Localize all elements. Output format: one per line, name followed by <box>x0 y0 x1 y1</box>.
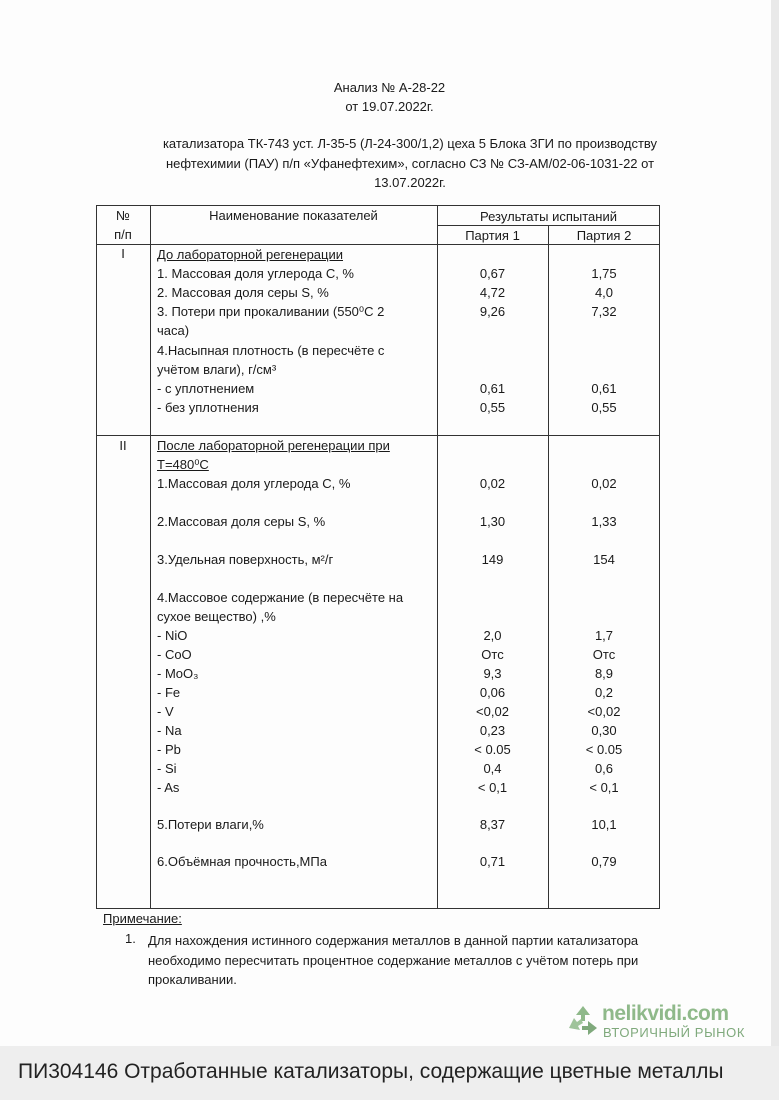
row-value-1: 4,72 <box>479 285 506 300</box>
table-divider <box>150 206 151 908</box>
caption-bar <box>0 1046 779 1100</box>
row-value-2: 0,30 <box>591 723 617 738</box>
page-edge <box>771 0 779 1046</box>
row-name: - Fe <box>157 685 181 700</box>
row-name: 4.Массовое содержание (в пересчёте на <box>157 590 404 605</box>
recycle-icon <box>566 1004 600 1038</box>
row-name: - As <box>157 780 180 795</box>
note-line: необходимо пересчитать процентное содержание металлов с учётом потерь при <box>148 952 639 968</box>
logo-wordmark: nelikvidi.com <box>602 1002 729 1025</box>
row-name: - Na <box>157 723 182 738</box>
row-value-1: 0,4 <box>483 761 502 776</box>
row-value-1: 9,26 <box>479 304 506 319</box>
row-name: - Si <box>157 761 177 776</box>
doc-intro <box>130 134 690 193</box>
row-value-2: 4,0 <box>594 285 614 300</box>
row-value-2: 1,7 <box>594 628 614 643</box>
section-2-num: II <box>119 438 127 453</box>
header-batch-1: Партия 1 <box>465 228 520 243</box>
row-name: - NiO <box>157 628 188 643</box>
section-1-title: До лабораторной регенерации <box>157 247 343 262</box>
row-value-1: 0,55 <box>479 400 506 415</box>
row-value-2: 8,9 <box>594 666 614 681</box>
row-name: 2.Массовая доля серы S, % <box>157 514 326 529</box>
row-name: 5.Потери влаги,% <box>157 817 264 832</box>
caption-text: ПИ304146 Отработанные катализаторы, содержащие цветные металлы <box>18 1060 724 1083</box>
row-value-1: < 0.05 <box>474 742 511 757</box>
row-value-2: 1,75 <box>591 266 617 281</box>
section-1-num: I <box>121 246 125 261</box>
row-value-2: 0,61 <box>591 381 617 396</box>
row-value-2: 0,02 <box>591 476 617 491</box>
intro-line: нефтехимии (ПАУ) п/п «Уфанефтехим», согласно СЗ № СЗ-АМ/02-06-1031-22 от <box>165 155 655 171</box>
logo-tagline: ВТОРИЧНЫЙ РЫНОК <box>603 1025 746 1040</box>
row-value-2: < 0,1 <box>589 780 619 795</box>
row-value-1: Отс <box>481 647 504 662</box>
row-name: - V <box>157 704 174 719</box>
intro-line: 13.07.2022г. <box>374 175 446 190</box>
row-value-1: 1,30 <box>479 514 506 529</box>
note-heading: Примечание: <box>103 911 182 926</box>
note-number: 1. <box>125 931 136 946</box>
row-value-1: 0,61 <box>479 381 506 396</box>
row-name: 3.Удельная поверхность, м²/г <box>157 552 334 567</box>
row-value-1: < 0,1 <box>477 780 508 795</box>
row-value-2: 1,33 <box>591 514 617 529</box>
row-value-2: 7,32 <box>591 304 617 319</box>
row-value-2: 0,2 <box>594 685 614 700</box>
row-value-2: 154 <box>593 552 615 567</box>
nelikvidi-logo[interactable] <box>566 1002 762 1042</box>
row-name: - с уплотнением <box>157 381 255 396</box>
row-value-2: < 0.05 <box>585 742 623 757</box>
note-text <box>148 931 708 990</box>
row-value-2: 0,6 <box>594 761 614 776</box>
row-name: 1.Массовая доля углерода С, % <box>157 476 351 491</box>
row-name: сухое вещество) ,% <box>157 609 276 624</box>
row-name: - Pb <box>157 742 181 757</box>
header-results: Результаты испытаний <box>480 209 617 224</box>
doc-date: от 19.07.2022г. <box>345 99 434 114</box>
row-value-2: 0,55 <box>591 400 617 415</box>
header-num-2: п/п <box>114 227 132 242</box>
row-name: 1. Массовая доля углерода С, % <box>157 266 354 281</box>
section-2-title: После лабораторной регенерации при <box>157 438 390 453</box>
row-value-1: 0,02 <box>479 476 506 491</box>
row-value-1: 0,67 <box>479 266 506 281</box>
row-name: часа) <box>157 323 190 338</box>
row-value-1: 8,37 <box>479 817 506 832</box>
header-name: Наименование показателей <box>209 208 378 223</box>
header-batch-2: Партия 2 <box>576 228 632 243</box>
row-value-1: 0,23 <box>479 723 506 738</box>
row-value-1: 149 <box>481 552 504 567</box>
row-name: - MoO₃ <box>157 666 199 681</box>
header-num: № <box>116 208 130 223</box>
note-line: прокаливании. <box>148 972 237 987</box>
section-2-title-2: Т=480⁰С <box>157 457 209 472</box>
note-line: Для нахождения истинного содержания металлов в данной партии катализатора <box>148 933 639 948</box>
row-value-2: 0,79 <box>591 854 617 869</box>
row-name: учётом влаги), г/см³ <box>157 362 277 377</box>
row-name: 4.Насыпная плотность (в пересчёте с <box>157 343 385 358</box>
row-name: 3. Потери при прокаливании (550⁰С 2 <box>157 304 385 319</box>
row-value-2: Отс <box>592 647 616 662</box>
row-value-1: 2,0 <box>483 628 502 643</box>
row-value-1: 0,71 <box>479 854 506 869</box>
doc-title: Анализ № А-28-22 <box>333 80 446 95</box>
intro-line: катализатора ТК-743 уст. Л-35-5 (Л-24-300/1,2) цеха 5 Блока ЗГИ по производству <box>162 136 658 151</box>
row-value-1: 0,06 <box>479 685 506 700</box>
row-name: 6.Объёмная прочность,МПа <box>157 854 327 869</box>
row-value-2: 10,1 <box>591 817 617 832</box>
row-name: 2. Массовая доля серы S, % <box>157 285 329 300</box>
row-value-1: <0,02 <box>476 704 509 719</box>
row-name: - CoO <box>157 647 192 662</box>
row-value-1: 9,3 <box>483 666 502 681</box>
row-value-2: <0,02 <box>587 704 621 719</box>
row-name: - без уплотнения <box>157 400 259 415</box>
